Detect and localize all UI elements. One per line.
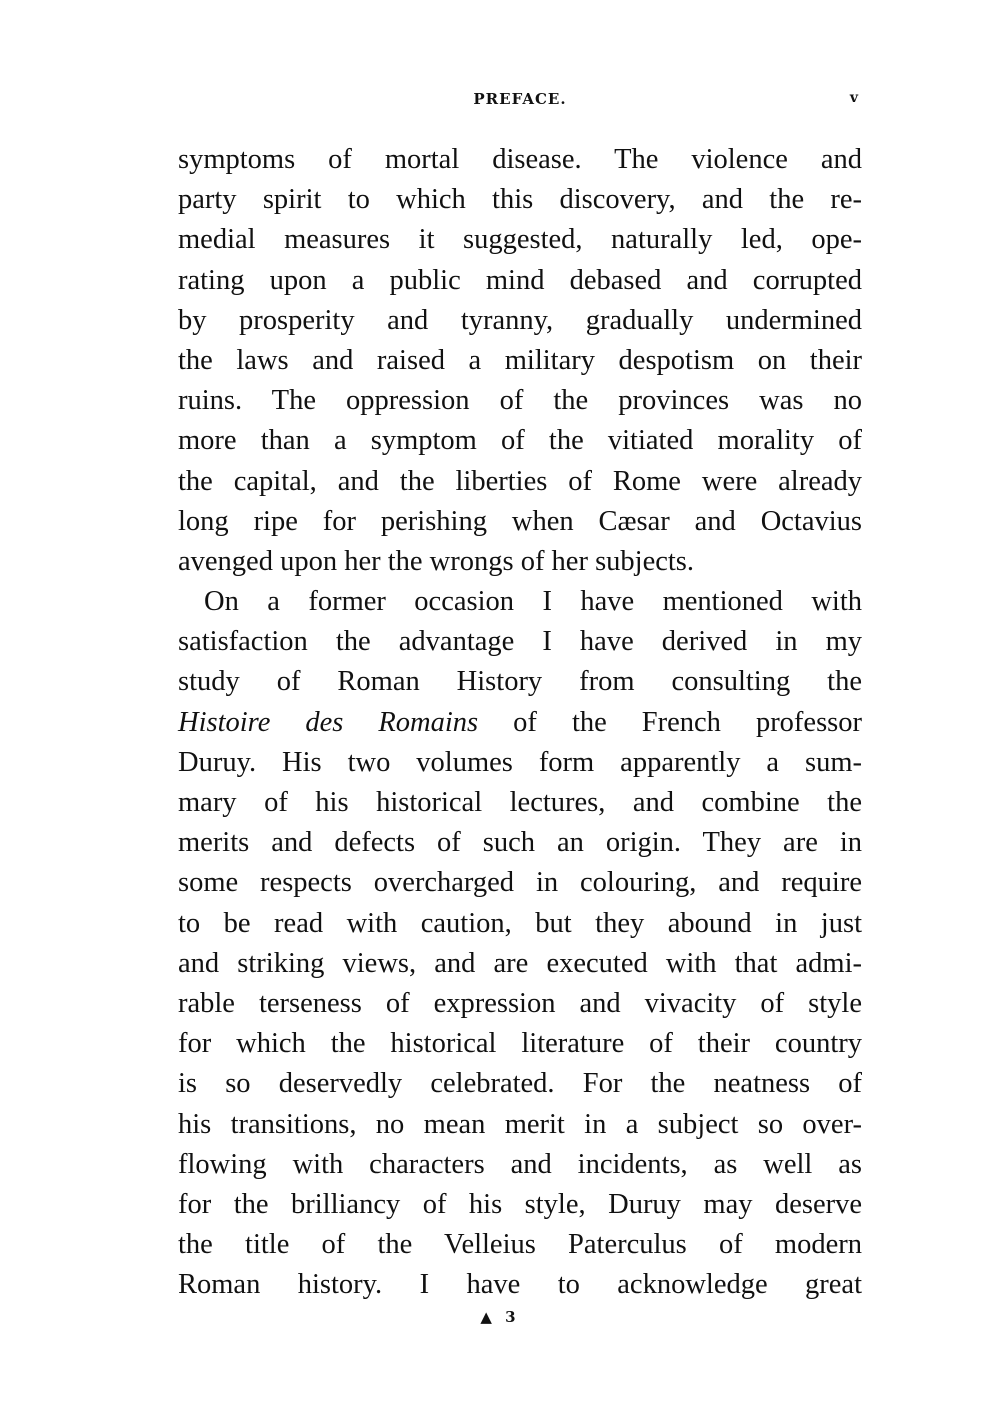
- book-title-italic: Histoire des Romains: [178, 706, 479, 738]
- text-line: merits and defects of such an origin. They are in: [178, 827, 862, 859]
- text-line: medial measures it suggested, naturally led, ope-: [178, 224, 862, 256]
- text-line: satisfaction the advantage I have derived in my: [178, 626, 862, 658]
- text-line: On a former occasion I have mentioned with: [204, 586, 862, 618]
- text-line: symptoms of mortal disease. The violence and: [178, 144, 862, 175]
- signature-mark: ▲ 3: [480, 1308, 520, 1326]
- text-line: the laws and raised a military despotism on their: [178, 344, 862, 376]
- text-line: to be read with caution, but they abound in just: [178, 907, 862, 939]
- text-line: rating upon a public mind debased and corrupted: [178, 264, 862, 296]
- text-line: the title of the Velleius Paterculus of modern: [178, 1229, 862, 1261]
- text-line: flowing with characters and incidents, as well as: [178, 1148, 862, 1180]
- paragraph-2: [178, 582, 862, 1305]
- text-line: study of Roman History from consulting the: [178, 666, 862, 698]
- body-text: [178, 140, 862, 1305]
- page-number: v: [849, 90, 858, 106]
- text-line-rest: of the French professor: [478, 706, 862, 738]
- text-line: is so deservedly celebrated. For the neatness of: [178, 1068, 862, 1100]
- text-line: for which the historical literature of their country: [178, 1028, 862, 1060]
- text-line: more than a symptom of the vitiated morality of: [178, 425, 862, 457]
- text-line: rable terseness of expression and vivacity of style: [178, 987, 862, 1019]
- text-line: his transitions, no mean merit in a subject so over-: [178, 1108, 862, 1140]
- text-line: for the brilliancy of his style, Duruy may deserve: [178, 1188, 862, 1220]
- text-line: ruins. The oppression of the provinces was no: [178, 385, 862, 417]
- text-line: avenged upon her the wrongs of her subjects.: [178, 545, 695, 577]
- text-line: Roman history. I have to acknowledge great: [178, 1269, 862, 1301]
- text-line: the capital, and the liberties of Rome were already: [178, 465, 862, 497]
- running-head: [178, 88, 862, 112]
- text-line: mary of his historical lectures, and combine the: [178, 787, 862, 818]
- text-line: and striking views, and are executed with that admi-: [178, 947, 862, 979]
- text-line: party spirit to which this discovery, and the re-: [178, 184, 862, 216]
- text-line-with-italic-title: [178, 703, 862, 743]
- running-title: PREFACE.: [473, 90, 567, 108]
- paragraph-1: [178, 140, 862, 582]
- text-line: by prosperity and tyranny, gradually undermined: [178, 304, 862, 336]
- text-line: Duruy. His two volumes form apparently a sum-: [178, 746, 862, 778]
- text-line: some respects overcharged in colouring, and require: [178, 867, 862, 899]
- text-line: long ripe for perishing when Cæsar and Octavius: [178, 505, 862, 537]
